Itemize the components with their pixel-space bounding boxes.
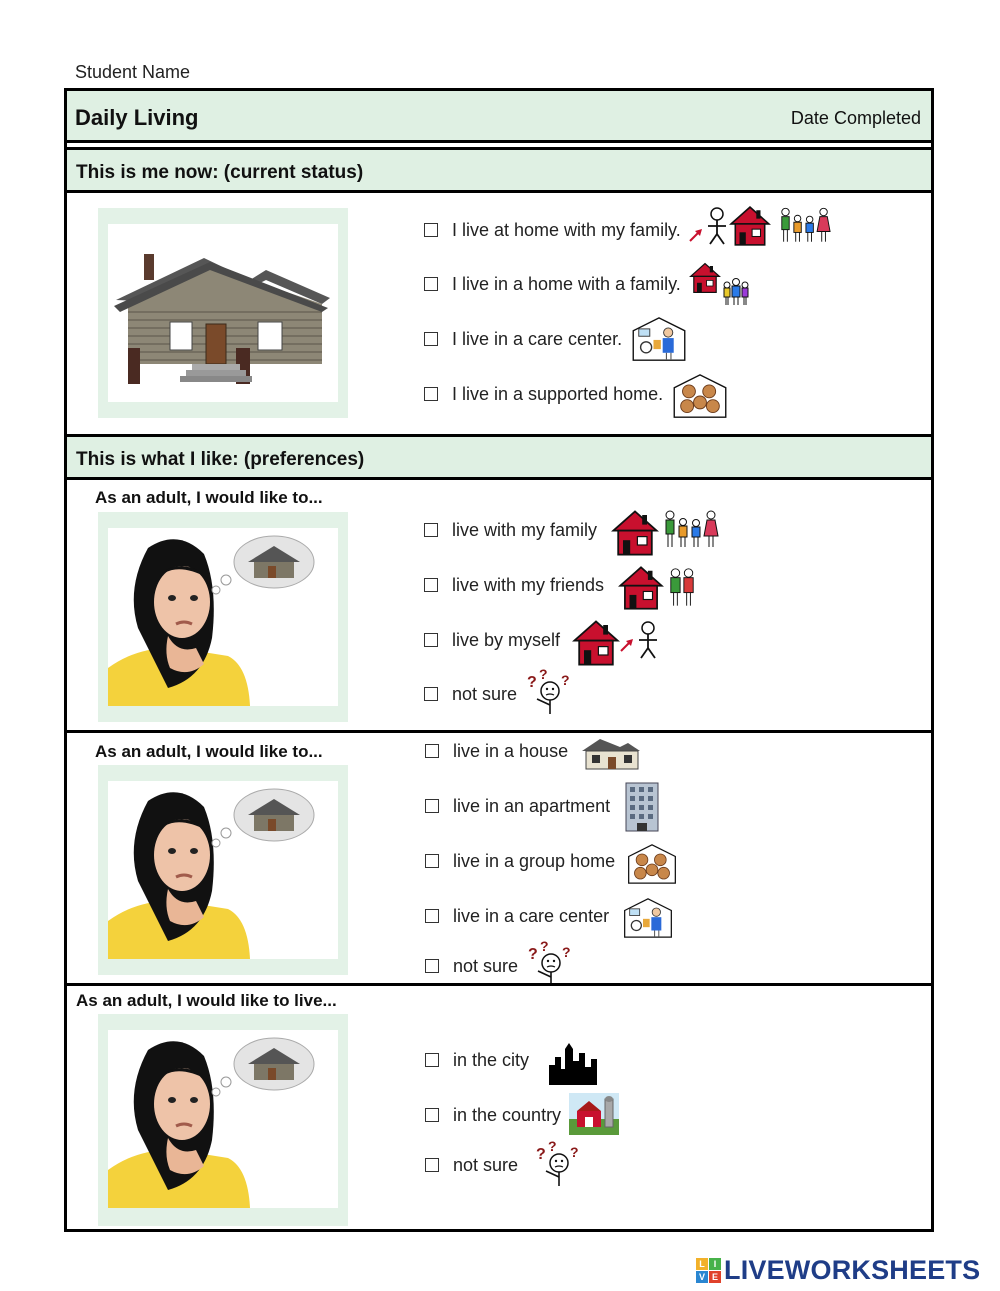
checkbox[interactable]	[425, 909, 439, 923]
girl-thinking-frame	[98, 765, 348, 975]
option-home-with-family[interactable]	[424, 270, 751, 298]
checkbox[interactable]	[424, 332, 438, 346]
friends-icon	[668, 565, 696, 609]
red-house-icon	[611, 509, 659, 557]
care-center-icon	[630, 316, 688, 362]
date-completed-label: Date Completed	[790, 108, 921, 128]
option-live-in-apartment[interactable]	[425, 792, 662, 820]
current-status-heading: This is me now: (current status)	[76, 162, 364, 183]
person-moving-icon	[620, 620, 660, 660]
girl-thinking-frame	[98, 512, 348, 722]
option-label: in the country	[453, 1104, 562, 1125]
option-label: I live at home with my family.	[452, 219, 681, 240]
person-moving-icon	[689, 206, 729, 246]
option-care-center[interactable]	[424, 325, 688, 353]
red-house-icon	[572, 619, 620, 667]
checkbox[interactable]	[424, 277, 438, 291]
girl-thinking-picture	[108, 1030, 338, 1208]
option-live-in-care-center[interactable]	[425, 902, 673, 930]
girl-thinking-frame	[98, 1014, 348, 1226]
option-label: live in an apartment	[453, 795, 611, 816]
option-label: not sure	[453, 955, 519, 976]
section-heading: As an adult, I would like to...	[95, 742, 323, 761]
preferences-band	[67, 434, 931, 480]
liveworksheets-logo[interactable]	[696, 1254, 980, 1286]
family-icon	[663, 507, 719, 551]
farm-icon	[569, 1093, 619, 1135]
section-heading: As an adult, I would like to live...	[76, 991, 337, 1010]
option-label: I live in a care center.	[452, 328, 623, 349]
section-divider	[67, 983, 931, 986]
checkbox[interactable]	[424, 633, 438, 647]
family-icon	[779, 205, 831, 245]
question-person-icon	[534, 1141, 580, 1187]
checkbox[interactable]	[424, 523, 438, 537]
worksheet	[64, 88, 934, 1232]
option-label: not sure	[453, 1154, 519, 1175]
option-label: I live in a supported home.	[452, 383, 664, 404]
option-label: live in a care center	[453, 905, 610, 926]
question-person-icon	[525, 669, 571, 715]
checkbox[interactable]	[425, 959, 439, 973]
red-house-icon	[618, 565, 664, 611]
logo-text: LIVEWORKSHEETS	[724, 1254, 981, 1285]
student-name-label: Student Name	[75, 62, 191, 82]
option-live-in-house[interactable]	[425, 737, 642, 765]
house-icon	[580, 737, 642, 771]
option-label: live by myself	[452, 629, 561, 650]
house-picture-frame	[98, 208, 348, 418]
checkbox[interactable]	[425, 1158, 439, 1172]
checkbox[interactable]	[424, 387, 438, 401]
girl-thinking-picture	[108, 781, 338, 959]
checkbox[interactable]	[425, 744, 439, 758]
children-icon	[721, 276, 751, 306]
option-label: I live in a home with a family.	[452, 273, 681, 294]
group-home-icon	[671, 373, 729, 419]
logo-mark-icon: L I V E	[696, 1258, 721, 1283]
option-live-at-home[interactable]	[424, 216, 831, 244]
group-home-icon	[627, 843, 677, 885]
apartment-icon	[622, 781, 662, 833]
option-live-in-group-home[interactable]	[425, 847, 677, 875]
girl-thinking-picture	[108, 528, 338, 706]
option-label: not sure	[452, 683, 518, 704]
option-live-by-myself[interactable]	[424, 626, 660, 654]
page-title: Daily Living	[75, 105, 199, 130]
house-picture	[108, 224, 338, 402]
option-not-sure[interactable]	[425, 1151, 580, 1179]
red-house-icon	[689, 262, 721, 294]
title-band	[67, 91, 931, 143]
red-house-icon	[729, 205, 771, 247]
section-heading: As an adult, I would like to...	[95, 488, 323, 507]
option-not-sure[interactable]	[424, 680, 571, 708]
option-live-with-friends[interactable]	[424, 571, 696, 599]
checkbox[interactable]	[424, 223, 438, 237]
option-label: live with my family	[452, 519, 598, 540]
current-status-band	[67, 147, 931, 193]
checkbox[interactable]	[425, 1053, 439, 1067]
care-center-icon	[623, 897, 673, 939]
option-not-sure[interactable]	[425, 952, 572, 980]
city-icon	[549, 1041, 597, 1085]
option-live-with-family[interactable]	[424, 516, 719, 544]
option-label: live in a group home	[453, 850, 616, 871]
checkbox[interactable]	[425, 1108, 439, 1122]
option-in-the-country[interactable]	[425, 1101, 619, 1129]
question-person-icon	[526, 941, 572, 987]
option-label: live with my friends	[452, 574, 605, 595]
option-in-the-city[interactable]	[425, 1046, 597, 1074]
checkbox[interactable]	[425, 799, 439, 813]
checkbox[interactable]	[425, 854, 439, 868]
checkbox[interactable]	[424, 578, 438, 592]
option-label: live in a house	[453, 740, 569, 761]
preferences-heading: This is what I like: (preferences)	[76, 449, 365, 470]
option-supported-home[interactable]	[424, 380, 729, 408]
checkbox[interactable]	[424, 687, 438, 701]
option-label: in the city	[453, 1049, 530, 1070]
section-divider	[67, 730, 931, 733]
